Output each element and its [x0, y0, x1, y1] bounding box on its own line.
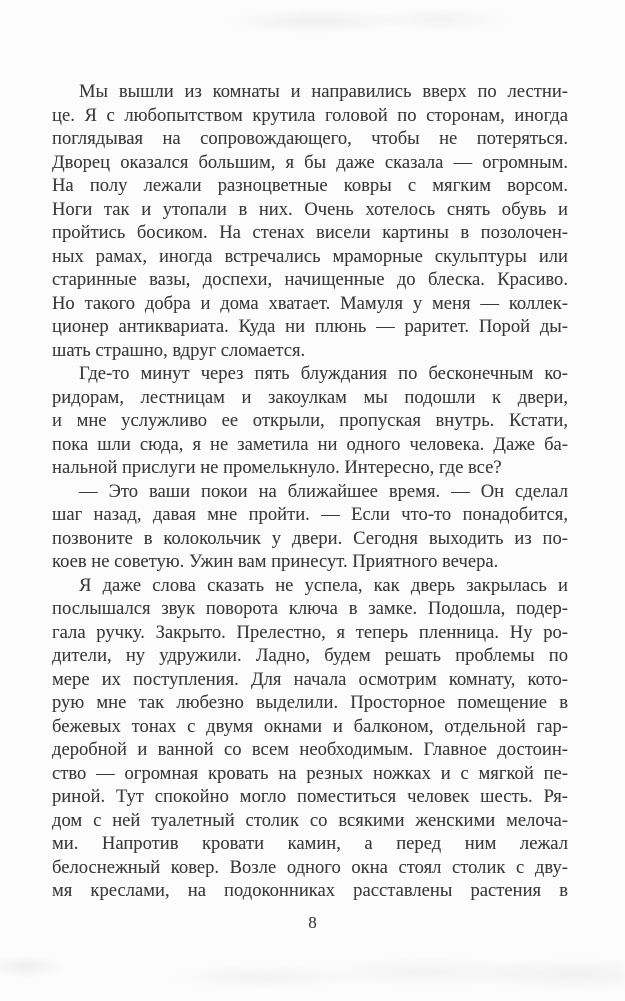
text-line: гала ручку. Закрыто. Прелестно, я теперь пленница. Ну ро- [52, 621, 568, 643]
text-line: дом с ней туалетный столик со всякими женскими мелоча- [52, 809, 568, 831]
text-line: поглядывая на сопровождающего, чтобы не потеряться. [52, 128, 568, 149]
scan-artifact-bottom [0, 948, 625, 1001]
text-line: риной. Тут спокойно могло поместиться человек шесть. Ря- [52, 786, 568, 807]
paragraph [52, 80, 568, 362]
paragraph [52, 362, 568, 480]
text-line: рую мне так любезно выделили. Просторное помещение в [52, 692, 568, 713]
text-line: ство — огромная кровать на резных ножках и с мягкой пе- [52, 762, 568, 784]
text-line: Ноги так и утопали в них. Очень хотелось снять обувь и [52, 198, 568, 220]
text-line: Дворец оказался большим, я бы даже сказала — огромным. [52, 151, 568, 173]
text-line: дители, ну удружили. Ладно, будем решать проблемы по [52, 645, 568, 666]
text-line: мя креслами, на подоконниках расставлены растения в [52, 880, 568, 901]
page-text [52, 80, 568, 903]
text-line: шаг назад, давая мне пройти. — Если что-то понадобится, [52, 504, 568, 525]
text-line: Но такого добра и дома хватает. Мамуля у меня — коллек- [52, 292, 568, 314]
text-line: коев не советую. Ужин вам принесут. Приятного вечера. [52, 551, 499, 572]
text-line: шать страшно, вдруг сломается. [52, 339, 306, 361]
text-line: деробной и ванной со всем необходимым. Главное достоин- [52, 739, 568, 760]
text-line: ридорам, лестницам и закоулкам мы подошли к двери, [52, 386, 568, 408]
scan-artifact-top [225, 6, 525, 36]
paragraph [52, 480, 568, 574]
text-line: нальной прислуги не промелькнуло. Интересно, где все? [52, 457, 502, 478]
text-line: позвоните в колокольчик у двери. Сегодня выходить из по- [52, 527, 568, 549]
text-line: послышался звук поворота ключа в замке. Подошла, подер- [52, 598, 568, 619]
text-line: Где-то минут через пять блуждания по бесконечным ко- [79, 363, 568, 384]
text-line: бежевых тонах с двумя окнами и балконом, отдельной гар- [52, 715, 568, 737]
text-line: — Это ваши покои на ближайшее время. — Он сделал [79, 480, 568, 502]
text-line: ми. Напротив кровати камин, а перед ним лежал [52, 833, 568, 854]
text-line: На полу лежали разноцветные ковры с мягким ворсом. [52, 175, 568, 196]
paragraph [52, 574, 568, 903]
text-line: це. Я с любопытством крутила головой по сторонам, иногда [52, 104, 568, 126]
text-line: пока шли сюда, я не заметила ни одного человека. Даже ба- [52, 433, 568, 455]
text-line: ционер антиквариата. Куда ни плюнь — раритет. Порой ды- [52, 316, 568, 337]
text-line: и мне услужливо ее открыли, пропуская внутрь. Кстати, [52, 410, 568, 431]
text-line: ных рамах, иногда встречались мраморные скульптуры или [52, 245, 568, 267]
page-number: 8 [308, 913, 317, 932]
text-line: мере их поступления. Для начала осмотрим комнату, кото- [52, 668, 568, 690]
text-line: старинные вазы, доспехи, начищенные до блеска. Красиво. [52, 269, 568, 290]
text-line: Я даже слова сказать не успела, как дверь закрылась и [79, 574, 568, 596]
text-line: белоснежный ковер. Возле одного окна стоял столик с дву- [52, 856, 568, 878]
text-line: пройтись босиком. На стенах висели картины в позолочен- [52, 222, 568, 243]
text-line: Мы вышли из комнаты и направились вверх по лестни- [79, 81, 568, 102]
